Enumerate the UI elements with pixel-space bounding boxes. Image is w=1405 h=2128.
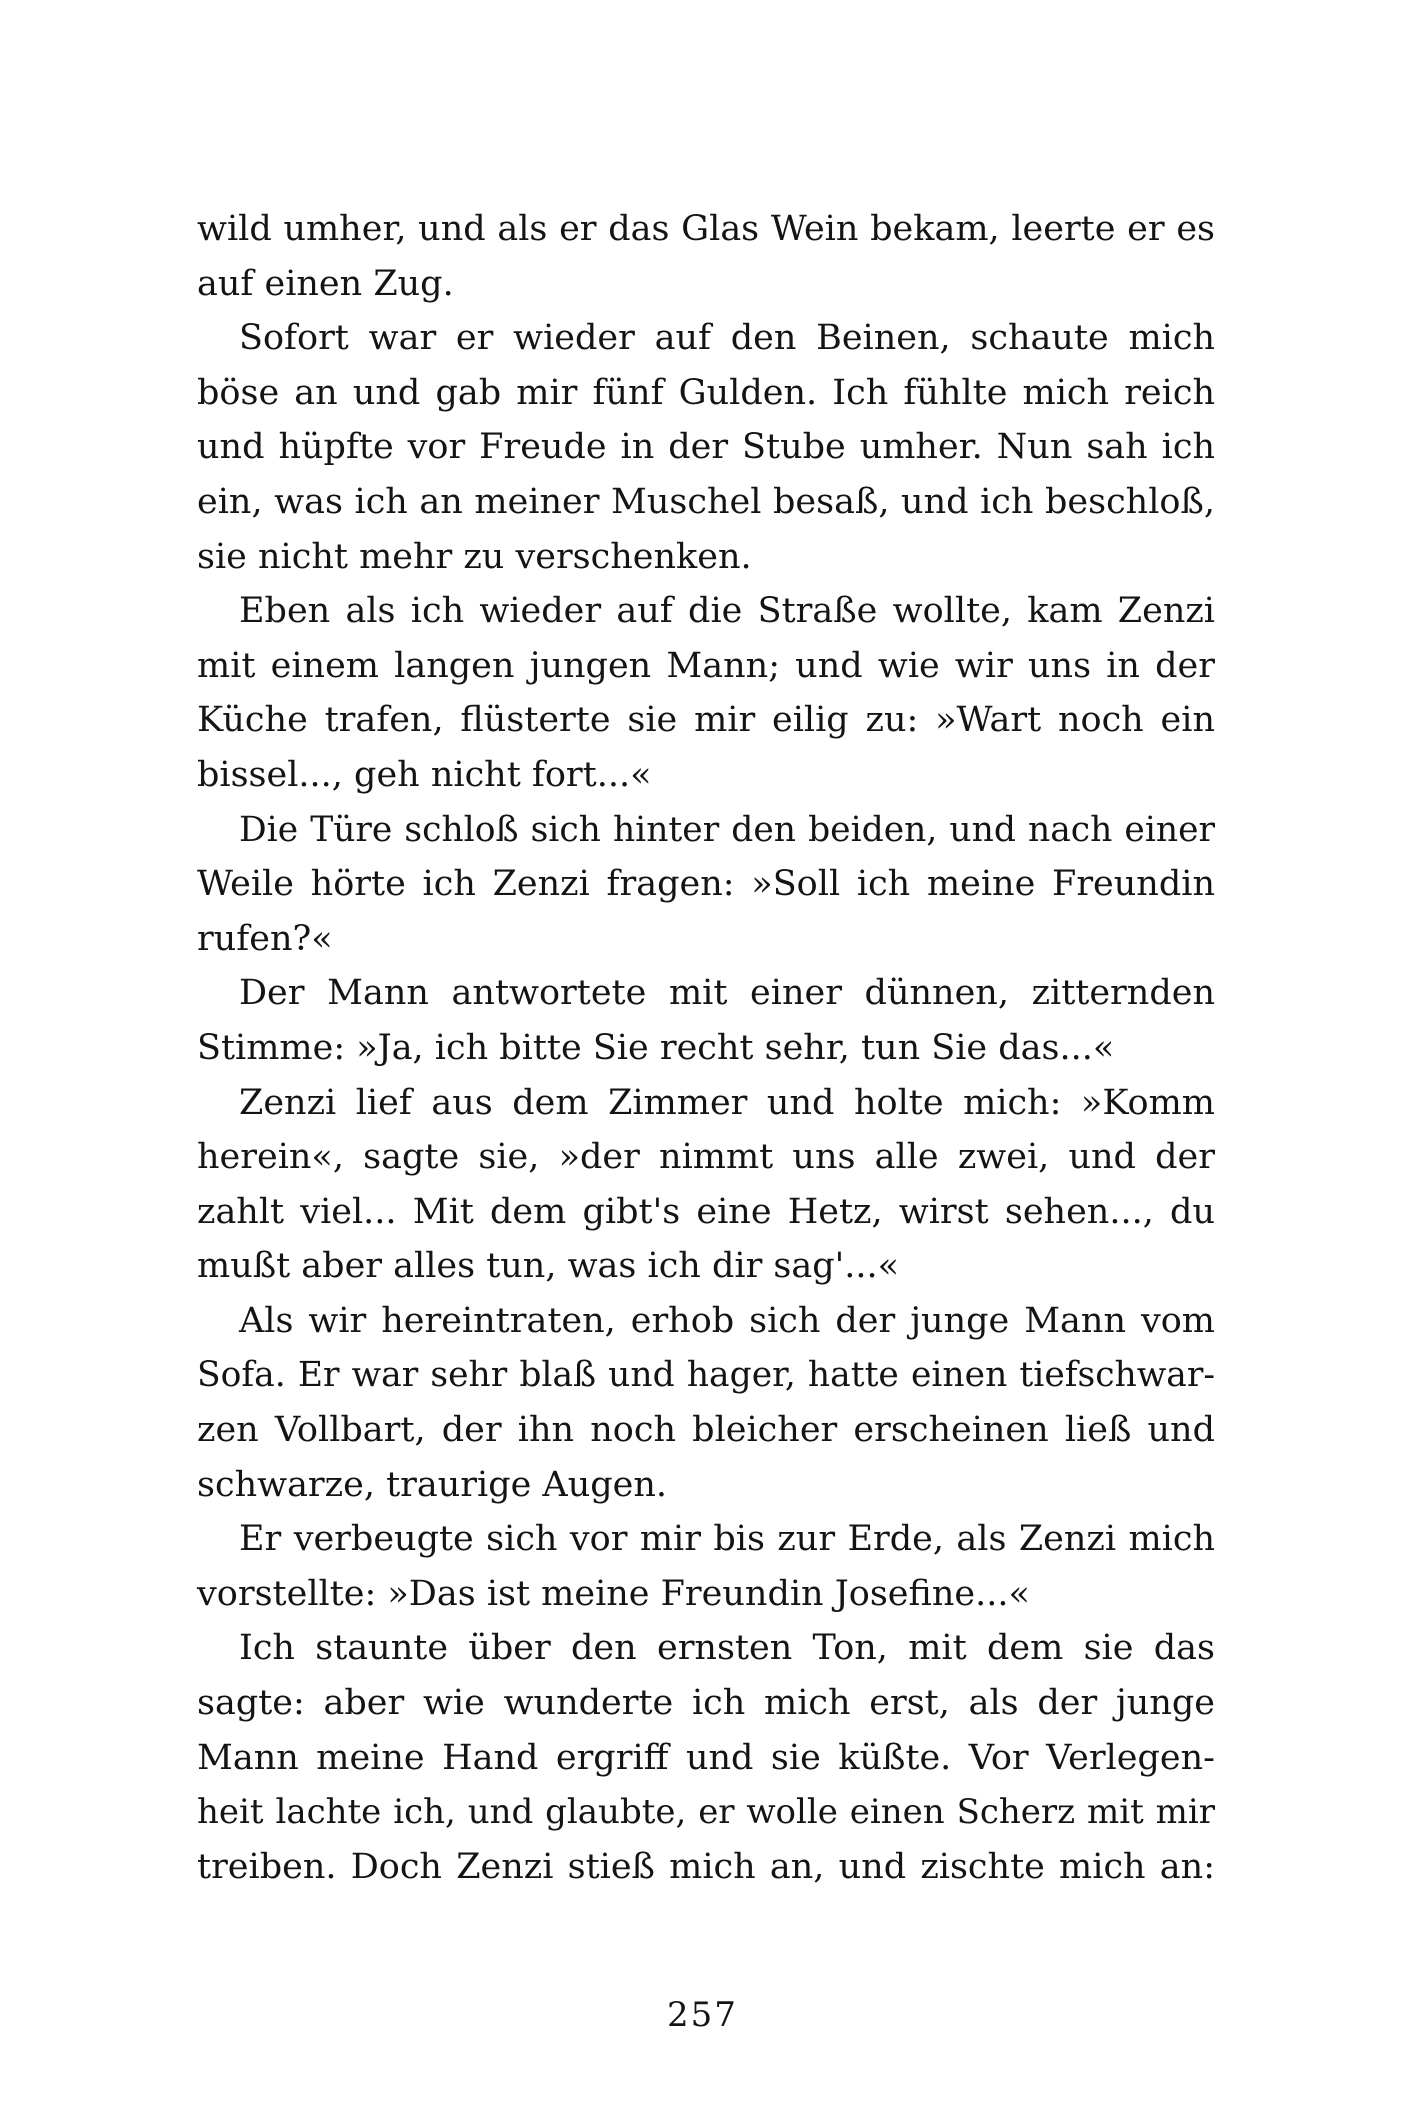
text-line: Ich staunte über den ernsten Ton, mit dem sie das [239,1628,1215,1669]
text-line: Eben als ich wieder auf die Straße wollte, kam Zenzi [239,591,1215,632]
text-line: Weile hörte ich Zenzi fragen: »Soll ich meine Freundin [197,864,1215,905]
text-line: mußt aber alles tun, was ich dir sag'...« [197,1246,900,1287]
text-line: auf einen Zug. [197,263,454,304]
text-line: Sofa. Er war sehr blaß und hager, hatte einen tiefschwar- [197,1355,1215,1396]
body-text [197,202,1215,1894]
text-line: sie nicht mehr zu verschenken. [197,536,752,577]
text-line: Sofort war er wieder auf den Beinen, schaute mich [239,318,1215,359]
text-line: heit lachte ich, und glaubte, er wolle einen Scherz mit mir [197,1792,1215,1833]
text-line: herein«, sagte sie, »der nimmt uns alle zwei, und der [197,1137,1215,1178]
text-line: mit einem langen jungen Mann; und wie wir uns in der [197,645,1215,686]
text-line: Die Türe schloß sich hinter den beiden, und nach einer [239,809,1215,850]
text-line: böse an und gab mir fünf Gulden. Ich fühlte mich reich [197,372,1215,413]
text-line: Als wir hereintraten, erhob sich der junge Mann vom [239,1300,1215,1341]
text-line: zahlt viel... Mit dem gibt's eine Hetz, wirst sehen..., du [197,1191,1215,1232]
page-number: 257 [667,1995,738,2035]
text-line: Stimme: »Ja, ich bitte Sie recht sehr, tun Sie das...« [197,1027,1115,1068]
text-line: treiben. Doch Zenzi stieß mich an, und zischte mich an: [197,1846,1215,1887]
text-line: vorstellte: »Das ist meine Freundin Josefine...« [197,1573,1030,1614]
text-line: sagte: aber wie wunderte ich mich erst, als der junge [197,1683,1215,1724]
text-line: wild umher, und als er das Glas Wein bekam, leerte er es [197,209,1215,249]
text-line: ein, was ich an meiner Muschel besaß, und ich beschloß, [197,481,1215,522]
text-line: schwarze, traurige Augen. [197,1464,668,1505]
text-line: bissel..., geh nicht fort...« [197,754,652,795]
text-line: Küche trafen, flüsterte sie mir eilig zu: »Wart noch ein [197,700,1215,741]
text-line: Zenzi lief aus dem Zimmer und holte mich: »Komm [239,1082,1215,1123]
text-line: zen Vollbart, der ihn noch bleicher erscheinen ließ und [197,1410,1215,1451]
text-line: rufen?« [197,918,333,959]
text-line: Der Mann antwortete mit einer dünnen, zitternden [239,973,1215,1014]
text-line: Mann meine Hand ergriff und sie küßte. Vor Verlegen- [197,1737,1215,1778]
text-line: Er verbeugte sich vor mir bis zur Erde, als Zenzi mich [239,1519,1215,1560]
text-line: und hüpfte vor Freude in der Stube umher. Nun sah ich [197,427,1215,468]
